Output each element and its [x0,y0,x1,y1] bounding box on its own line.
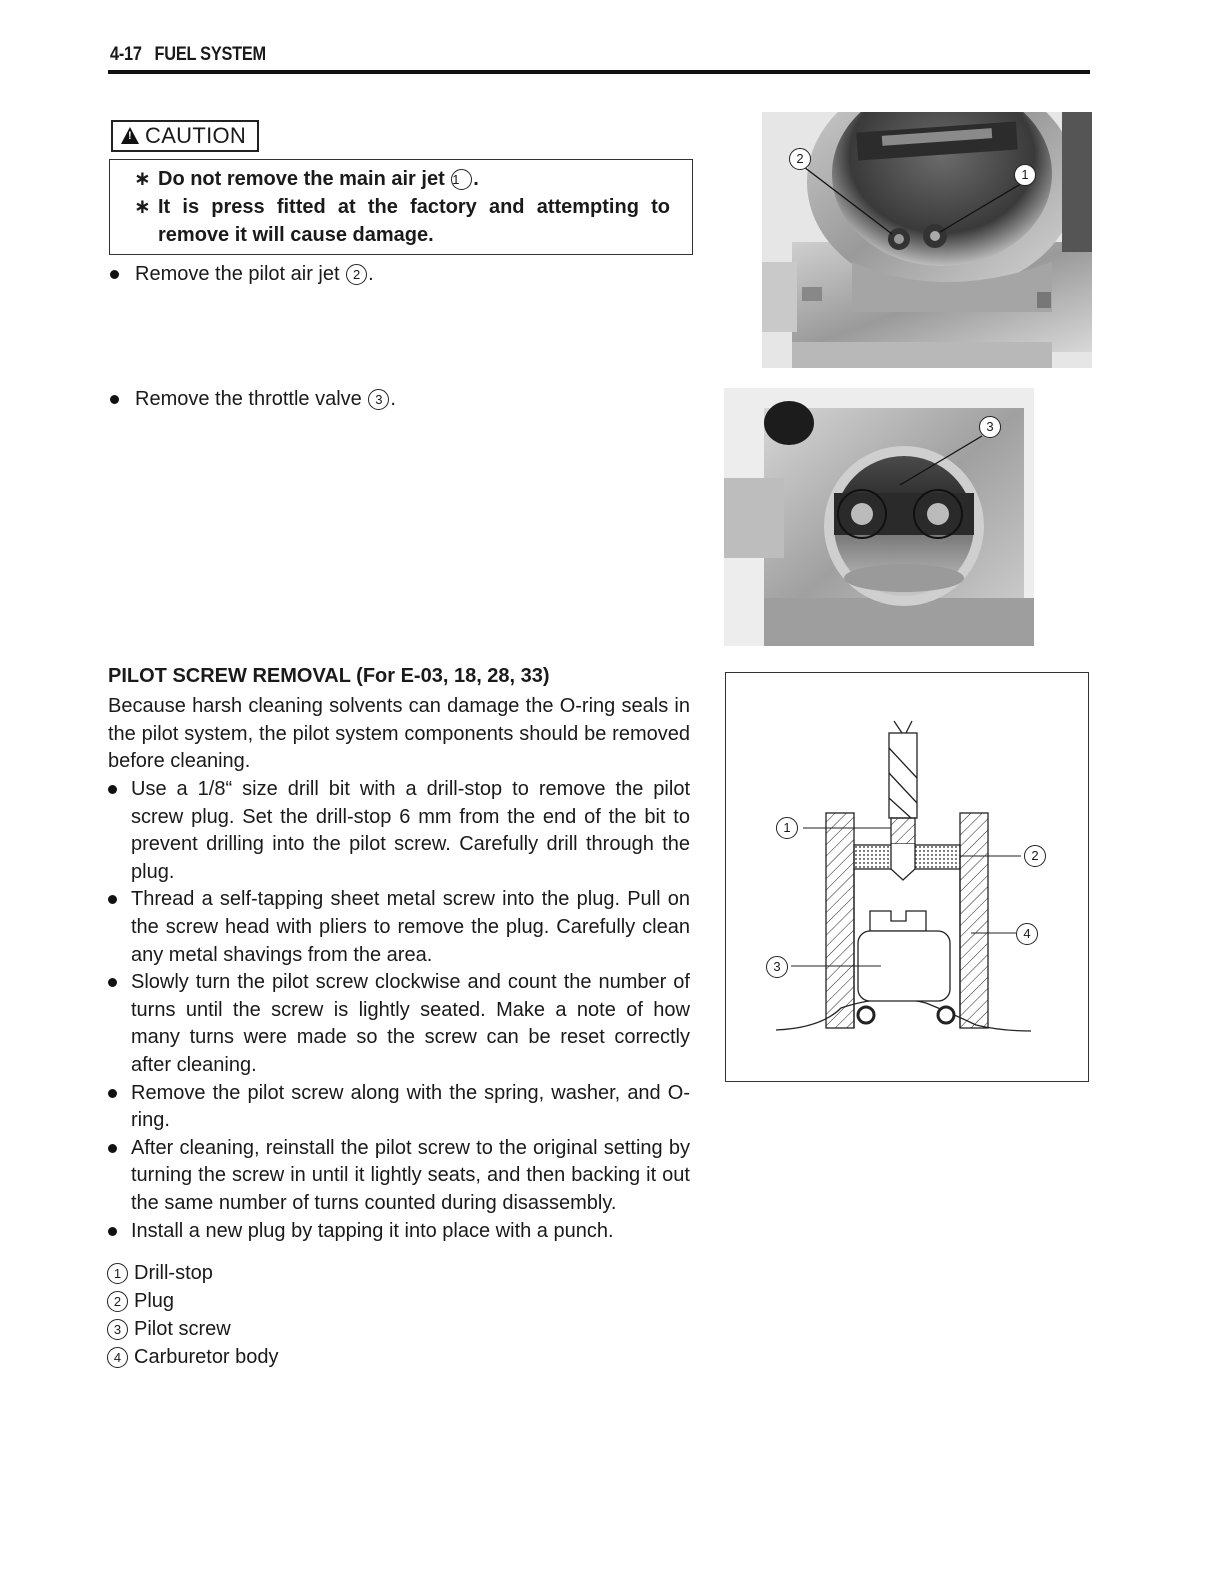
legend-item: 3 Pilot screw [106,1315,279,1343]
bullet-icon [110,395,119,404]
intro-paragraph: Because harsh cleaning solvents can damage the O-ring seals in the pilot system, the pilot system components should be removed before cleaning. [108,695,690,773]
photo-carburetor-jets [762,112,1092,368]
bullet-icon [108,895,117,904]
diagram-label-4: 4 [1016,923,1038,945]
section-heading: PILOT SCREW REMOVAL (For E-03, 18, 28, 33) [108,665,550,687]
bullet-icon [108,1089,117,1098]
list-item: Slowly turn the pilot screw clockwise and count the number of turns until the screw is lightly seated. Make a note of how many turns were made so the screw can be reset correctly after cleaning. [108,969,690,1079]
diagram-label-3: 3 [766,956,788,978]
header-rule [108,70,1090,74]
ref-marker: 3 [368,389,389,410]
carburetor-jets-illustration [762,112,1092,368]
list-item: Install a new plug by tapping it into place with a punch. [108,1218,690,1246]
legend-item: 4 Carburetor body [106,1343,279,1371]
page-header [110,44,274,66]
photo-throttle-valve [724,388,1034,646]
photo1-label-2: 2 [789,148,811,170]
list-item: Use a 1/8“ size drill bit with a drill-stop to remove the pilot screw plug. Set the drill-stop 6 mm from the end of the bit to prevent drilling into the pilot screw. Carefully drill through the plug. [108,776,690,886]
caution-label: ! CAUTION [111,120,259,152]
page-number: 4-17 [110,44,142,65]
step-remove-throttle-valve: Remove the throttle valve 3 . [110,385,396,413]
ref-marker: 2 [346,264,367,285]
bullet-icon [108,785,117,794]
caution-box [109,159,693,255]
section-title: FUEL SYSTEM [154,44,266,65]
list-item: Remove the pilot screw along with the spring, washer, and O-ring. [108,1080,690,1135]
list-item: Thread a self-tapping sheet metal screw into the plug. Pull on the screw head with pliers to remove the plug. Carefully clean any metal shavings from the area. [108,886,690,969]
bullet-icon [108,978,117,987]
legend [106,1259,279,1371]
diagram-label-1: 1 [776,817,798,839]
pilot-screw-diagram [725,672,1089,1082]
step-remove-pilot-air-jet: Remove the pilot air jet 2 . [110,260,374,288]
photo1-label-1: 1 [1014,164,1036,186]
photo2-label-3: 3 [979,416,1001,438]
list-item: After cleaning, reinstall the pilot screw to the original setting by turning the screw in until it lightly seats, and then backing it out the same number of turns counted during disassembly. [108,1135,690,1218]
caution-item: ∗ Do not remove the main air jet 1 . [134,168,479,190]
ref-marker: 1 [451,169,472,190]
warning-triangle-icon [121,127,139,144]
legend-item: 1 Drill-stop [106,1259,279,1287]
caution-item: ∗ It is press fitted at the factory and attempting to remove it will cause damage. [134,196,670,246]
diagram-label-2: 2 [1024,845,1046,867]
legend-item: 2 Plug [106,1287,279,1315]
bullet-icon [108,1227,117,1236]
bullet-icon [108,1144,117,1153]
pilot-screw-cross-section [726,673,1087,1080]
procedure-steps [108,776,690,1245]
bullet-icon [110,270,119,279]
